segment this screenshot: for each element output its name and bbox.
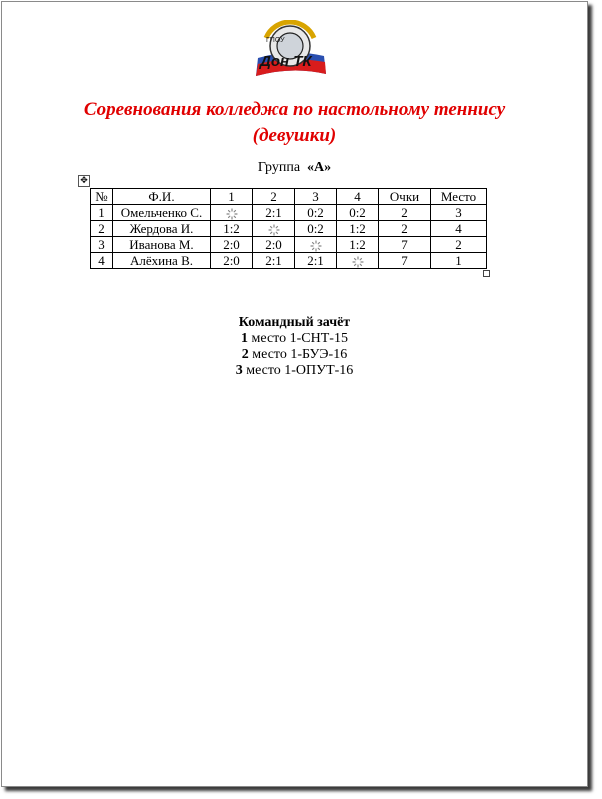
standing-place: 3	[235, 363, 243, 378]
team-standing-item	[2, 363, 587, 379]
table-row	[91, 221, 487, 237]
match-score: 2:1	[253, 205, 295, 221]
page-subtitle: (девушки)	[252, 125, 337, 146]
match-score: 2:1	[295, 253, 337, 269]
header-cell: Очки	[379, 189, 431, 205]
match-score: 2:0	[253, 237, 295, 253]
player-name: Омельченко С.	[113, 205, 211, 221]
match-score: 0:2	[295, 221, 337, 237]
placeholder-loading-icon	[352, 256, 364, 268]
row-number: 2	[91, 221, 113, 237]
group-label	[2, 160, 587, 176]
document-page	[1, 1, 588, 787]
place: 3	[431, 205, 487, 221]
placeholder-loading-icon	[310, 240, 322, 252]
row-number: 1	[91, 205, 113, 221]
match-score: 2:0	[211, 253, 253, 269]
points: 7	[379, 237, 431, 253]
logo-arc-text: ГПОУ	[266, 37, 285, 44]
college-logo-icon	[248, 20, 332, 82]
team-standings	[2, 315, 587, 379]
header-cell: Ф.И.	[113, 189, 211, 205]
standing-text: место 1-СНТ-15	[248, 331, 348, 346]
page-title: Соревнования колледжа по настольному теннису	[83, 99, 506, 120]
group-prefix: Группа	[257, 160, 301, 175]
self-match-cell	[253, 221, 295, 237]
standing-text: место 1-ОПУТ-16	[242, 363, 354, 378]
team-standings-heading: Командный зачёт	[238, 315, 351, 330]
table-resize-handle[interactable]	[483, 270, 490, 277]
match-score: 2:1	[253, 253, 295, 269]
table-row	[91, 237, 487, 253]
team-standing-item	[2, 347, 587, 363]
place: 4	[431, 221, 487, 237]
self-match-cell	[295, 237, 337, 253]
placeholder-loading-icon	[226, 208, 238, 220]
player-name: Жердова И.	[113, 221, 211, 237]
standing-text: место 1-БУЭ-16	[248, 347, 348, 362]
team-standing-item	[2, 331, 587, 347]
place: 1	[431, 253, 487, 269]
header-cell: 1	[211, 189, 253, 205]
row-number: 3	[91, 237, 113, 253]
results-table	[90, 188, 487, 269]
match-score: 0:2	[337, 205, 379, 221]
header-cell: 3	[295, 189, 337, 205]
header-cell: №	[91, 189, 113, 205]
match-score: 1:2	[337, 237, 379, 253]
match-score: 0:2	[295, 205, 337, 221]
points: 7	[379, 253, 431, 269]
match-score: 1:2	[337, 221, 379, 237]
player-name: Иванова М.	[113, 237, 211, 253]
table-row	[91, 205, 487, 221]
player-name: Алёхина В.	[113, 253, 211, 269]
points: 2	[379, 205, 431, 221]
table-move-handle-icon[interactable]: ✥	[78, 175, 90, 187]
row-number: 4	[91, 253, 113, 269]
match-score: 1:2	[211, 221, 253, 237]
match-score: 2:0	[211, 237, 253, 253]
self-match-cell	[337, 253, 379, 269]
table-row	[91, 253, 487, 269]
place: 2	[431, 237, 487, 253]
standing-place: 2	[241, 347, 249, 362]
header-cell: 4	[337, 189, 379, 205]
table-header-row	[91, 189, 487, 205]
header-cell: 2	[253, 189, 295, 205]
logo-main-text: Дон ТК	[260, 53, 312, 70]
header-cell: Место	[431, 189, 487, 205]
points: 2	[379, 221, 431, 237]
group-name: «А»	[307, 160, 332, 175]
placeholder-loading-icon	[268, 224, 280, 236]
self-match-cell	[211, 205, 253, 221]
standing-place: 1	[241, 331, 249, 346]
